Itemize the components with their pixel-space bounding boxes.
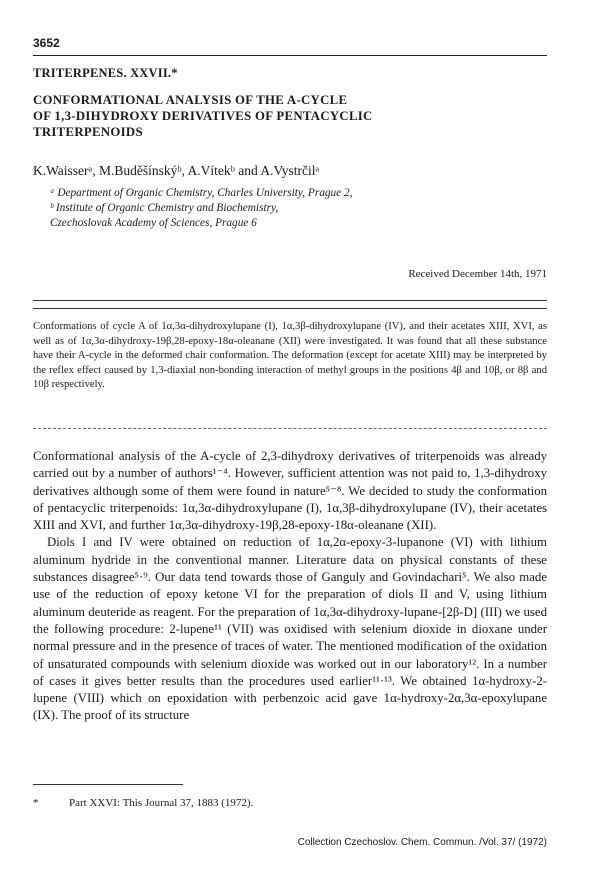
affiliation-line: ᵃ Department of Organic Chemistry, Charles University, Prague 2, (50, 187, 353, 199)
affiliations (50, 186, 470, 231)
footnote-marker: * (33, 797, 39, 809)
footnote-rule (33, 784, 183, 785)
title-line: OF 1,3-DIHYDROXY DERIVATIVES OF PENTACYCLIC (33, 109, 373, 123)
body-paragraph: Diols I and IV were obtained on reduction of 1α,2α-epoxy-3-lupanone (VI) with lithium aluminum hydride in the conventional manner. Literature data on physical constants of these substances disagree⁵·⁹. Our data tend towards those of Ganguly and Govindachari⁵. We also made use of the reduction of epoxy ketone VI for the preparation of diols II and V, using lithium aluminum deuteride as reagent. For the preparation of 1α,3α-dihydroxy-lupane-[2β-D] (III) we used the following procedure: 2-lupene¹¹ (VII) was oxidised with selenium dioxide in dioxane under normal pressure and in the presence of traces of water. The mentioned modification of the oxidation of unsaturated compounds with selenium dioxide was worked out in our laboratory¹². In a number of cases it gives better results than the procedures used earlier¹¹·¹³. We obtained 1α-hydroxy-2-lupene (VIII) which on epoxidation with perbenzoic acid gave 1α-hydroxy-2α,3α-epoxylupane (IX). The proof of its structure (33, 535, 547, 723)
author-list: K.Waisserᵃ, M.Buděšínskýᵇ, A.Vítekᵇ and A.Vystrčilᵃ (33, 163, 320, 178)
affiliation-line: Czechoslovak Academy of Sciences, Prague 6 (50, 217, 257, 229)
abstract-paragraph: Conformations of cycle A of 1α,3α-dihydroxylupane (I), 1α,3β-dihydroxylupane (IV), and their acetates XIII, XVI, as well as of 1α,3α-dihydroxy-19β,28-epoxy-18α-oleanane (XII) were investigated. It was found that all these substance have their A-cycle in the deformed chair conformation. The deformation (except for acetate XIII) may be interpreted by the reflex effect caused by 1,3-diaxial non-bonding interaction of methyl groups in the positions 4β and 10β, or 8β and 10β respectively. (33, 321, 547, 391)
abstract-top-rule (33, 300, 547, 301)
article-title (33, 92, 453, 140)
abstract-top-rule-2 (33, 308, 547, 309)
affiliation-line: ᵇ Institute of Organic Chemistry and Biochemistry, (50, 202, 279, 214)
page-number: 3652 (33, 36, 60, 50)
title-line: TRITERPENOIDS (33, 125, 143, 139)
abstract (33, 320, 547, 393)
received-date: Received December 14th, 1971 (408, 268, 547, 280)
journal-citation: Collection Czechoslov. Chem. Commun. /Vol. 37/ (1972) (297, 837, 547, 848)
body-paragraph: Conformational analysis of the A-cycle of 2,3-dihydroxy derivatives of triterpenoids was already carried out by a number of authors¹⁻⁴. However, sufficient attention was not paid to, 1,3-dihydroxy derivatives although some of them were found in nature⁵⁻⁸. We decided to study the conformation of pentacyclic triterpenoids: 1α,3α-dihydroxylupane (I), 1α,3β-dihydroxylupane (IV), their acetates XIII and XVI, and further 1α,3α-dihydroxy-19β,28-epoxy-18α-oleanane (XII). (33, 449, 547, 533)
footnote-text: Part XXVI: This Journal 37, 1883 (1972). (69, 797, 254, 809)
title-line: CONFORMATIONAL ANALYSIS OF THE A-CYCLE (33, 93, 348, 107)
footnote (33, 797, 253, 809)
series-heading: TRITERPENES. XXVII.* (33, 66, 178, 80)
header-rule (33, 55, 547, 56)
abstract-bottom-rule (33, 428, 547, 429)
body-text (33, 448, 547, 725)
